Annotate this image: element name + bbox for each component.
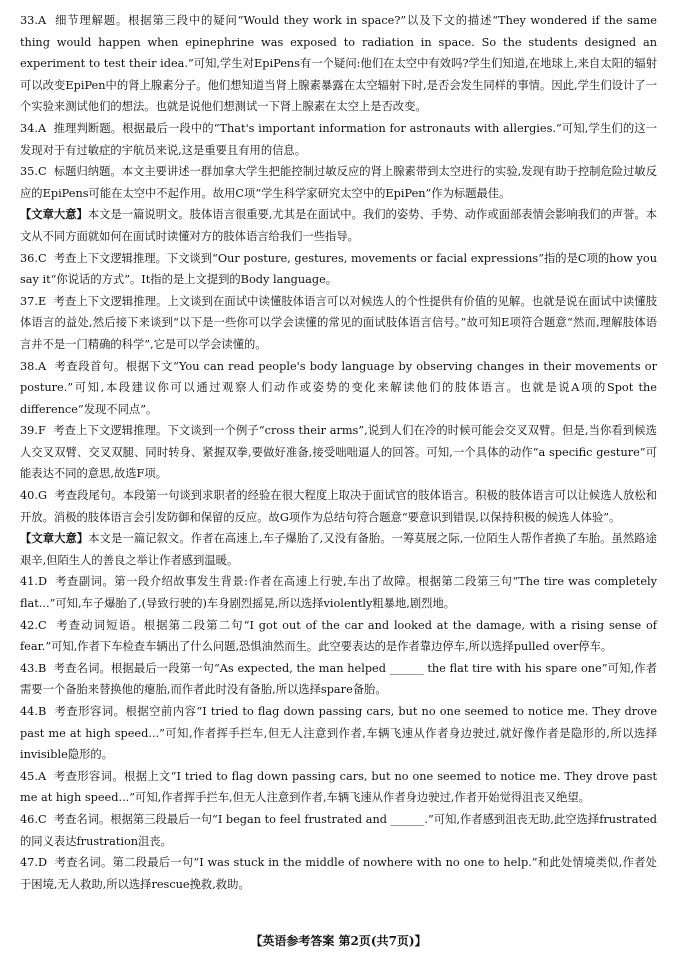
answer-explanation: 考查动词短语。根据第二段第二句“I got out of the car and looked at the damage, with a rising sense of fear.”可知,作者下车检查车辆出了什么问题,恐惧油然而生。此空要表达的是作者靠边停车,所以选择pulled over停车。	[20, 618, 657, 654]
answer-item-33	[20, 10, 657, 118]
answer-explanation: 考查上下文逻辑推理。上文谈到在面试中读懂肢体语言可以对候选人的个性提供有价值的见解。也就是说在面试中读懂肢体语言的益处,然后接下来谈到“以下是一些你可以学会读懂的常见的面试肢体语言信号。”故可知E项符合题意“然而,理解肢体语言并不是一门精确的科学”,它是可以学会读懂的。	[20, 294, 657, 351]
answer-number: 42.C	[20, 618, 47, 632]
answer-item-38	[20, 356, 657, 421]
summary-text: 本文是一篇说明文。肢体语言很重要,尤其是在面试中。我们的姿势、手势、动作或面部表情会影响我们的声誉。本文从不同方面就如何在面试时读懂对方的肢体语言给我们一些指导。	[20, 208, 657, 243]
answer-group-reading	[20, 10, 657, 204]
answer-number: 43.B	[20, 661, 47, 675]
answer-number: 34.A	[20, 121, 47, 135]
answer-number: 41.D	[20, 575, 48, 589]
answer-explanation: 考查形容词。根据空前内容“I tried to flag down passing cars, but no one seemed to notice me. They drove past me at high speed...”可知,作者挥手拦车,但无人注意到作者,车辆飞速从作者身边驶过,就好像作者是隐形的,所以选择invisible隐形的。	[20, 705, 657, 762]
answer-explanation: 考查段首句。根据下文“You can read people's body language by observing changes in their movements or posture.”可知,本段建议你可以通过观察人们动作或姿势的变化来解读他们的肢体语言。也就是说A项的Spot the difference“发现不同点”。	[20, 359, 658, 416]
answer-group-cloze	[20, 571, 657, 895]
answer-explanation: 考查副词。第一段介绍故事发生背景:作者在高速上行驶,车出了故障。根据第二段第三句“The tire was completely flat...”可知,车子爆胎了,(导致行驶的)车身剧烈摇晃,所以选择violently粗暴地,剧烈地。	[20, 575, 658, 611]
answer-explanation: 细节理解题。根据第三段中的疑问“Would they work in space?”以及下文的描述“They wondered if the same thing would happen when epinephrine was exposed to radiation in space. So the students designed an experiment to test their idea.”可知,学生对EpiPens有一个疑问:他们在太空中有效吗?学生们知道,在地球上,来自太阳的辐射可以改变EpiPen中的肾上腺素分子。他们想知道当肾上腺素暴露在太空辐射下时,是否会发生同样的事情。因此,学生们设计了一个实验来测试他们的想法。也就是说他们想测试一下肾上腺素在太空上是否改变。	[20, 14, 657, 114]
answer-item-46	[20, 809, 657, 852]
page-footer: 【英语参考答案 第2页(共7页)】	[250, 934, 427, 948]
answer-page	[20, 10, 657, 895]
answer-number: 33.A	[20, 14, 47, 27]
answer-item-40	[20, 485, 657, 528]
answer-explanation: 考查名词。根据第三段最后一句“I began to feel frustrated and ______.”可知,作者感到沮丧无助,此空选择frustrated的同义表达frustration沮丧。	[20, 812, 657, 848]
answer-number: 40.G	[20, 489, 47, 503]
answer-item-43	[20, 658, 657, 701]
answer-item-35	[20, 161, 657, 204]
answer-number: 45.A	[20, 769, 47, 783]
answer-number: 38.A	[20, 359, 47, 373]
answer-item-47	[20, 852, 657, 895]
answer-group-seven-choose-five	[20, 248, 657, 529]
answer-explanation: 考查上下文逻辑推理。下文谈到“Our posture, gestures, movements or facial expressions”指的是C项的how you say it“你说话的方式”。It指的是上文提到的Body language。	[20, 251, 657, 287]
answer-explanation: 考查上下文逻辑推理。下文谈到一个例子“cross their arms”,说到人们在冷的时候可能会交叉双臂。但是,当你看到候选人交叉双臂、交叉双腿、同时转身、紧握双拳,要做好准备,接受咄咄逼人的回答。可知,一个具体的动作“a specific gesture”可能表达不同的意思,故选F项。	[20, 424, 657, 481]
summary-text: 本文是一篇记叙文。作者在高速上,车子爆胎了,又没有备胎。一筹莫展之际,一位陌生人帮作者换了车胎。虽然路途艰辛,但陌生人的善良之举让作者感到温暖。	[20, 532, 657, 567]
summary-tag: 【文章大意】	[20, 207, 88, 222]
answer-number: 44.B	[20, 705, 47, 718]
answer-item-36	[20, 248, 657, 291]
answer-explanation: 考查名词。第二段最后一句“I was stuck in the middle of nowhere with no one to help.”和此处情境类似,作者处于困境,无人救助,所以选择rescue挽救,救助。	[20, 856, 657, 891]
answer-item-42	[20, 615, 657, 658]
answer-item-37	[20, 291, 657, 356]
answer-item-41	[20, 571, 657, 614]
answer-item-39	[20, 420, 657, 485]
answer-explanation: 推理判断题。根据最后一段中的“That's important information for astronauts with allergies.”可知,学生们的这一发现对于有过敏症的宇航员来说,这是重要且有用的信息。	[20, 121, 657, 157]
answer-number: 37.E	[20, 294, 47, 308]
summary-tag: 【文章大意】	[20, 531, 89, 546]
answer-explanation: 标题归纳题。本文主要讲述一群加拿大学生把能控制过敏反应的肾上腺素带到太空进行的实验,发现有助于控制危险过敏反应的EpiPens可能在太空中不起作用。故用C项“学生科学家研究太空中的EpiPen”作为标题最佳。	[20, 165, 657, 200]
answer-explanation: 考查段尾句。本段第一句谈到求职者的经验在很大程度上取决于面试官的肢体语言。积极的肢体语言可以让候选人放松和开放。消极的肢体语言会引发防御和保留的反应。故G项作为总结句符合题意“要意识到错误,以保持积极的候选人体验”。	[20, 489, 657, 524]
answer-number: 47.D	[20, 856, 48, 870]
answer-item-34	[20, 118, 657, 161]
article-summary-2	[20, 528, 657, 571]
article-summary-1	[20, 204, 657, 247]
answer-number: 36.C	[20, 251, 47, 265]
answer-item-44	[20, 701, 657, 766]
answer-explanation: 考查名词。根据最后一段第一句“As expected, the man helped ______ the flat tire with his spare one”可知,作者需要一个备胎来替换他的瘪胎,而作者此时没有备胎,所以选择spare备胎。	[20, 661, 657, 697]
answer-explanation: 考查形容词。根据上文“I tried to flag down passing cars, but no one seemed to notice me. They drove past me at high speed...”可知,作者挥手拦车,但无人注意到作者,车辆飞速从作者身边驶过,作者开始觉得沮丧又绝望。	[20, 769, 657, 805]
answer-item-45	[20, 766, 657, 809]
answer-number: 39.F	[20, 424, 46, 438]
answer-number: 35.C	[20, 165, 47, 179]
answer-number: 46.C	[20, 812, 47, 826]
